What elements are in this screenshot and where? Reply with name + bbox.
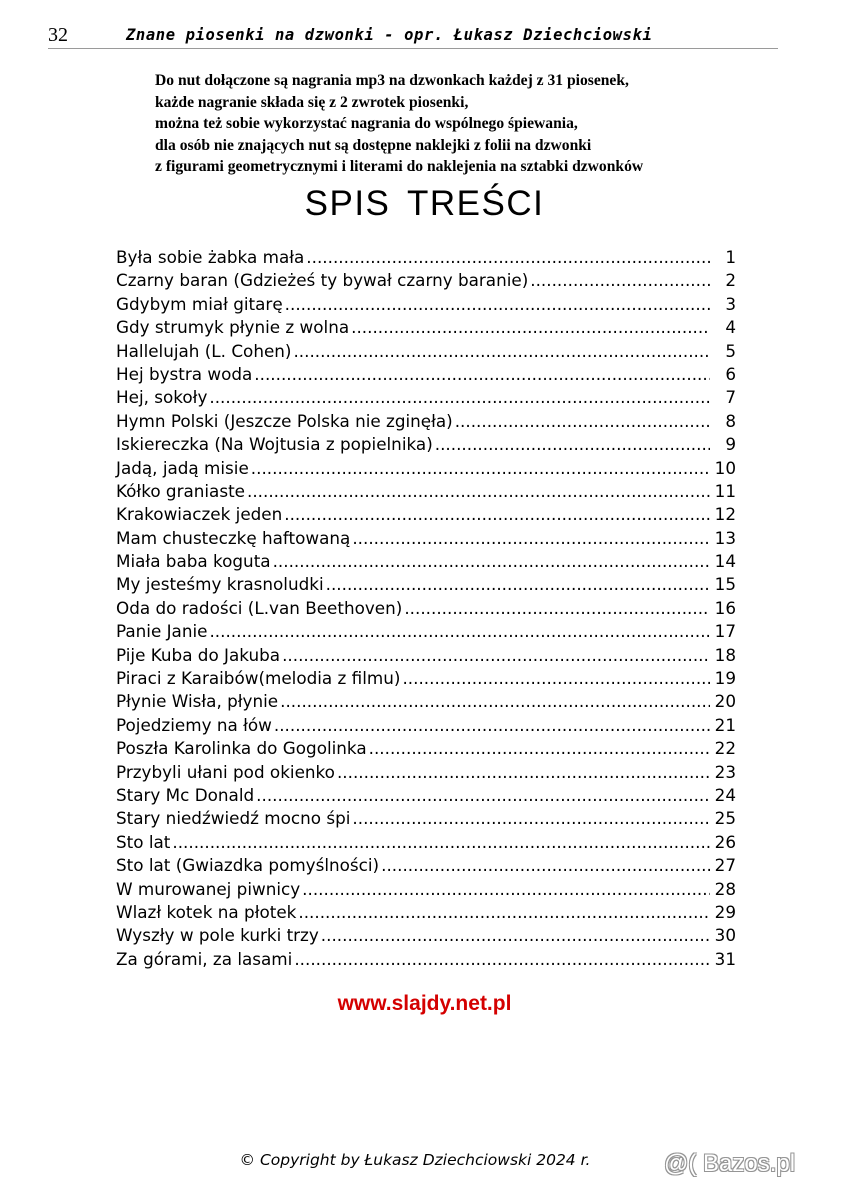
toc-entry-title: Czarny baran (Gdzieżeś ty bywał czarny baranie) (116, 270, 529, 291)
toc-dot-leader (209, 387, 710, 407)
toc-entry (116, 317, 736, 340)
toc-entry-page: 5 (725, 340, 736, 361)
toc-entry-title: Była sobie żabka mała (116, 247, 305, 267)
toc-dot-leader (298, 902, 710, 922)
intro-line: można też sobie wykorzystać nagrania do wspólnego śpiewania, (155, 115, 578, 132)
intro-text (155, 70, 775, 178)
toc-dot-leader (280, 691, 710, 711)
intro-line: każde nagranie składa się z 2 zwrotek piosenki, (155, 93, 469, 111)
toc-dot-leader (351, 317, 710, 337)
toc-dot-leader (293, 341, 710, 361)
toc-entry-page: 14 (714, 551, 736, 572)
toc-entry (116, 528, 736, 551)
toc-dot-leader (337, 762, 710, 782)
toc-entry (116, 879, 736, 902)
toc-entry-page: 30 (714, 925, 736, 946)
toc-entry-title: Hej bystra woda (116, 363, 253, 384)
toc-entry (116, 645, 736, 668)
toc-entry (116, 808, 736, 831)
toc-entry-title: Przybyli ułani pod okienko (116, 761, 335, 782)
toc-entry-page: 19 (714, 668, 736, 689)
toc-dot-leader (530, 270, 710, 290)
toc-dot-leader (294, 949, 710, 969)
toc-entry (116, 925, 736, 948)
toc-entry-page: 18 (714, 644, 736, 665)
toc-entry-page: 25 (714, 808, 736, 829)
toc-entry-title: Gdy strumyk płynie z wolna (116, 317, 350, 338)
toc-entry-title: Hymn Polski (Jeszcze Polska nie zginęła) (116, 410, 453, 431)
toc-dot-leader (326, 574, 710, 594)
toc-dot-leader (254, 364, 710, 384)
toc-dot-leader (172, 832, 710, 852)
toc-dot-leader (404, 598, 710, 618)
toc-entry (116, 247, 736, 270)
toc-entry-title: Wlazł kotek na płotek (116, 901, 297, 922)
toc-entry-page: 16 (714, 597, 736, 618)
toc-entry-page: 22 (714, 738, 736, 759)
website-link[interactable]: www.slajdy.net.pl (337, 992, 512, 1015)
toc-entry (116, 504, 736, 527)
page-number: 32 (48, 24, 68, 46)
toc-entry-title: Stary Mc Donald (116, 784, 255, 805)
toc-entry (116, 785, 736, 808)
toc-dot-leader (302, 879, 710, 899)
toc-entry-page: 29 (714, 901, 736, 922)
toc-entry (116, 621, 736, 644)
toc-entry (116, 341, 736, 364)
intro-line: z figurami geometrycznymi i literami do naklejenia na sztabki dzwonków (155, 158, 644, 175)
toc-entry-page: 9 (725, 434, 736, 455)
toc-entry-title: Mam chusteczkę haftowaną (116, 527, 351, 548)
toc-entry-page: 21 (714, 714, 736, 735)
toc-entry-title: Wyszły w pole kurki trzy (116, 925, 319, 946)
toc-entry-page: 17 (714, 621, 736, 642)
toc-entry (116, 434, 736, 457)
toc-entry (116, 668, 736, 691)
toc-dot-leader (247, 481, 710, 501)
toc-dot-leader (273, 551, 710, 571)
intro-line: Do nut dołączone są nagrania mp3 na dzwonkach każdej z 31 piosenek, (155, 72, 629, 89)
toc-entry (116, 551, 736, 574)
toc-dot-leader (369, 738, 710, 758)
toc-dot-leader (306, 247, 710, 267)
toc-entry-title: Hallelujah (L. Cohen) (116, 340, 292, 361)
toc-entry-title: Płynie Wisła, płynie (116, 691, 279, 712)
toc-entry-title: Poszła Karolinka do Gogolinka (116, 738, 367, 759)
toc-entry (116, 902, 736, 925)
toc-entry-title: Sto lat (116, 831, 171, 852)
toc-entry-page: 3 (725, 293, 736, 314)
toc-entry (116, 691, 736, 714)
toc-entry-title: Hej, sokoły (116, 387, 208, 408)
toc-entry (116, 481, 736, 504)
toc-dot-leader (274, 715, 710, 735)
toc-dot-leader (381, 855, 710, 875)
toc-entry-page: 20 (714, 691, 736, 712)
toc-entry-title: W murowanej piwnicy (116, 878, 301, 899)
toc-entry-title: Stary niedźwiedź mocno śpi (116, 808, 351, 829)
toc-entry-title: Miała baba koguta (116, 551, 271, 572)
toc-entry-page: 12 (714, 504, 736, 525)
toc-heading: SPIS TREŚCI (304, 184, 545, 223)
toc-entry-title: Pije Kuba do Jakuba (116, 644, 281, 665)
toc-entry-page: 28 (714, 878, 736, 899)
toc-dot-leader (352, 528, 710, 548)
toc-entry-title: Gdybym miał gitarę (116, 293, 283, 314)
toc-entry-page: 26 (714, 831, 736, 852)
toc-dot-leader (282, 645, 710, 665)
toc-entry (116, 855, 736, 878)
toc-dot-leader (285, 294, 710, 314)
toc-entry-page: 13 (714, 527, 736, 548)
toc-entry (116, 762, 736, 785)
toc-entry (116, 574, 736, 597)
page-header (48, 22, 778, 49)
toc-entry-page: 27 (714, 855, 736, 876)
toc-entry-page: 1 (725, 247, 736, 267)
toc-entry (116, 411, 736, 434)
toc-entry-title: Kółko graniaste (116, 480, 245, 501)
toc-dot-leader (352, 808, 710, 828)
toc-entry-title: Krakowiaczek jeden (116, 504, 283, 525)
toc-entry (116, 598, 736, 621)
intro-line: dla osób nie znających nut są dostępne naklejki z folii na dzwonki (155, 136, 592, 154)
toc-entry-title: Panie Janie (116, 621, 208, 642)
toc-entry-title: Piraci z Karaibów(melodia z filmu) (116, 668, 401, 689)
toc-entry (116, 387, 736, 410)
toc-entry (116, 294, 736, 317)
toc-entry-page: 11 (714, 480, 736, 501)
toc-entry-page: 10 (714, 457, 736, 478)
toc-dot-leader (321, 925, 710, 945)
toc-entry (116, 270, 736, 293)
toc-dot-leader (402, 668, 710, 688)
toc-dot-leader (455, 411, 710, 431)
toc-entry-title: Oda do radości (L.van Beethoven) (116, 597, 403, 618)
toc-entry-page: 6 (725, 363, 736, 384)
toc-entry-title: Jadą, jadą misie (116, 457, 249, 478)
toc-dot-leader (251, 458, 710, 478)
toc-entry-title: Za górami, za lasami (116, 948, 293, 969)
toc-entry-page: 15 (714, 574, 736, 595)
toc-dot-leader (256, 785, 710, 805)
toc-entry-page: 23 (714, 761, 736, 782)
toc-entry (116, 364, 736, 387)
toc-dot-leader (209, 621, 710, 641)
toc-dot-leader (284, 504, 710, 524)
toc-entry-title: Iskiereczka (Na Wojtusia z popielnika) (116, 434, 433, 455)
table-of-contents (116, 247, 736, 972)
toc-entry (116, 832, 736, 855)
toc-entry-page: 24 (714, 784, 736, 805)
toc-entry-page: 31 (714, 948, 736, 969)
bazos-watermark: @( Bazos.pl (664, 1150, 796, 1177)
toc-entry-page: 8 (725, 410, 736, 431)
toc-entry (116, 738, 736, 761)
toc-entry-page: 2 (725, 270, 736, 291)
toc-entry (116, 949, 736, 972)
running-title: Znane piosenki na dzwonki - opr. Łukasz Dziechciowski (126, 26, 653, 44)
toc-entry-title: My jesteśmy krasnoludki (116, 574, 324, 595)
toc-entry-page: 7 (725, 387, 736, 408)
toc-entry (116, 715, 736, 738)
copyright-notice: © Copyright by Łukasz Dziechciowski 2024 r. (239, 1151, 591, 1169)
toc-entry-page: 4 (725, 317, 736, 338)
toc-dot-leader (435, 434, 710, 454)
toc-entry-title: Sto lat (Gwiazdka pomyślności) (116, 855, 380, 876)
toc-entry-title: Pojedziemy na łów (116, 714, 272, 735)
toc-entry (116, 458, 736, 481)
